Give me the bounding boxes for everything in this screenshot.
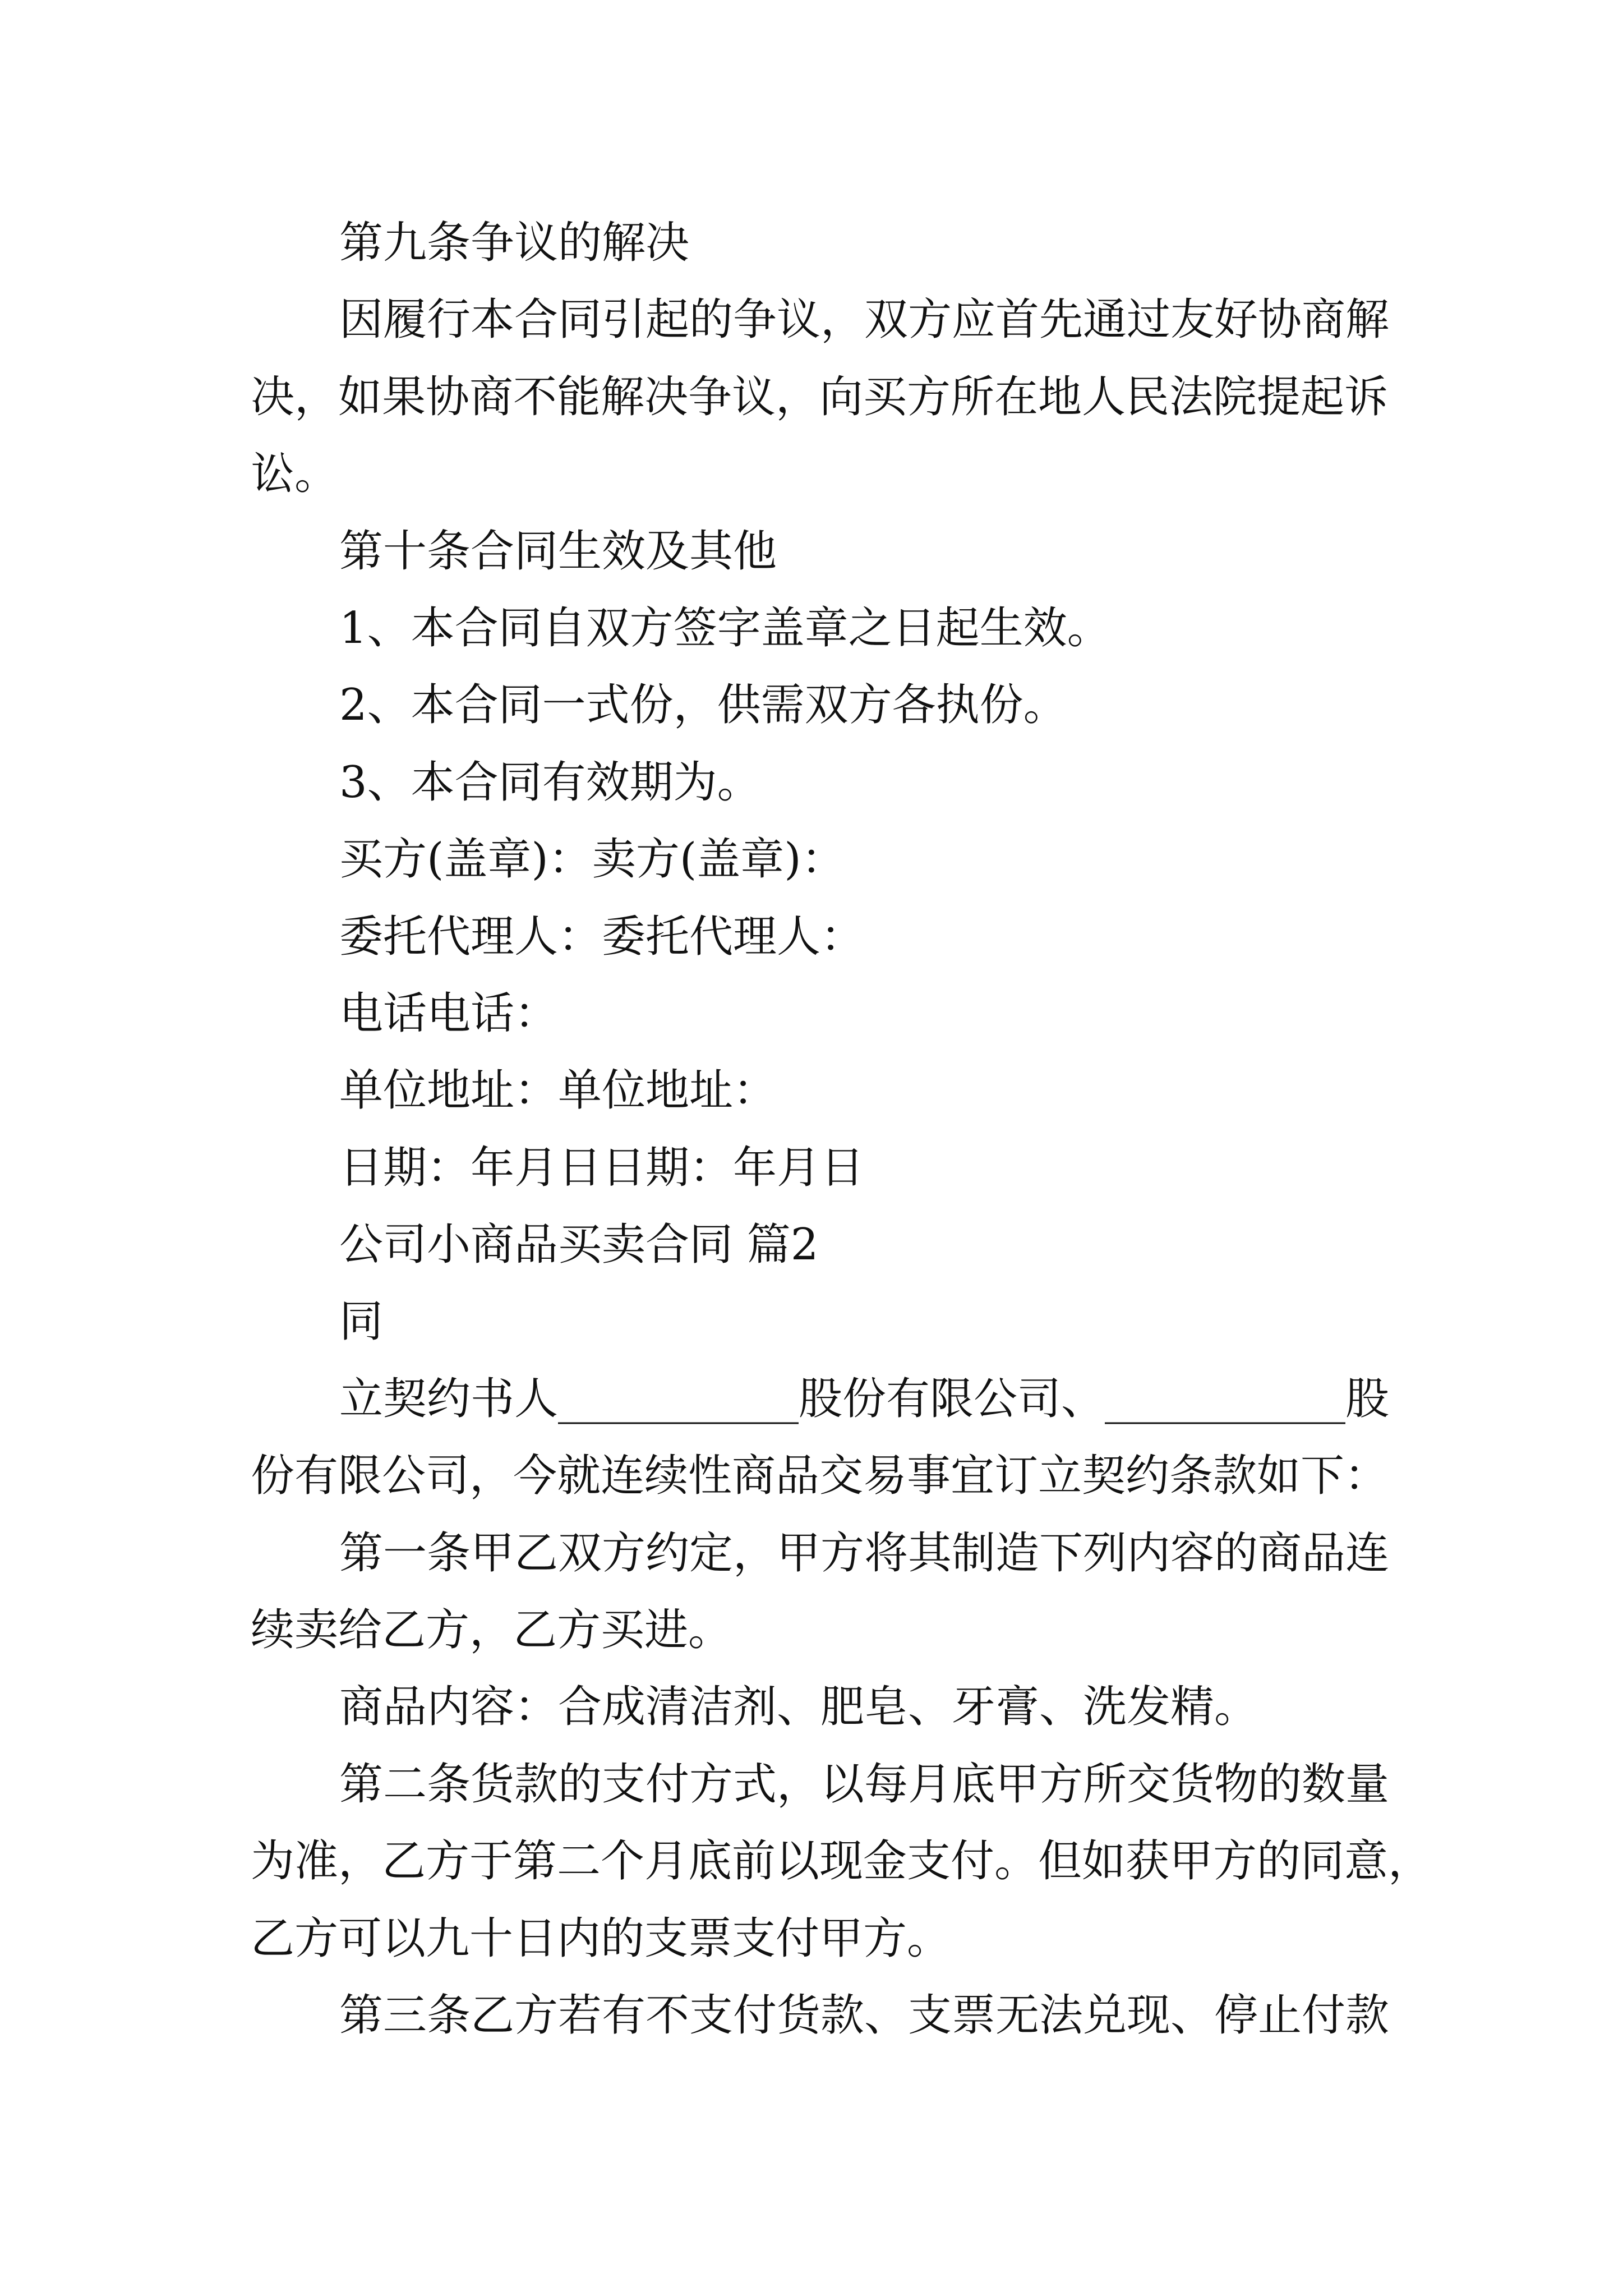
- paragraph-line: 第十条合同生效及其他: [339, 526, 777, 577]
- paragraph-line: 乙方可以九十日内的支票支付甲方。: [251, 1913, 951, 1964]
- contract-2-title: [251, 1207, 1541, 1283]
- paragraph-line: 第一条甲乙双方约定，甲方将其制造下列内容的商品连: [339, 1527, 1390, 1579]
- contract-2-title-fragment: [251, 1283, 1541, 1360]
- paragraph-line: 份有限公司，今就连续性商品交易事宜订立契约条款如下：: [251, 1451, 1389, 1502]
- contract-2-goods-list: [251, 1669, 1541, 1746]
- signature-phone-line: [251, 976, 1541, 1052]
- paragraph-line: 电话电话：: [339, 988, 559, 1039]
- signature-date-line: [251, 1130, 1541, 1207]
- clause-10-item-2: [251, 667, 1541, 744]
- clause-10-item-3: [251, 744, 1541, 821]
- clause-9-heading: [251, 205, 1541, 282]
- paragraph-line: 1、本合同自双方签字盖章之日起生效。: [339, 602, 1111, 654]
- clause-10-heading: [251, 513, 1541, 590]
- contract-2-preamble: [251, 1361, 1541, 1515]
- paragraph-line: 决，如果协商不能解决争议，向买方所在地人民法院提起诉: [251, 371, 1389, 422]
- paragraph-line: 2、本合同一式份，供需双方各执份。: [339, 680, 1067, 731]
- clause-10-item-1: [251, 590, 1541, 667]
- paragraph-line: 续卖给乙方，乙方买进。: [251, 1605, 732, 1656]
- signature-address-line: [251, 1052, 1541, 1129]
- paragraph-line: 立契约书人___________股份有限公司、___________股: [339, 1373, 1390, 1424]
- paragraph-line: 为准，乙方于第二个月底前以现金支付。但如获甲方的同意，: [251, 1836, 1432, 1887]
- contract-2-clause-3: [251, 1977, 1541, 2054]
- paragraph-line: 因履行本合同引起的争议，双方应首先通过友好协商解: [339, 295, 1390, 346]
- document-body: [251, 205, 1541, 2054]
- contract-2-clause-2: [251, 1746, 1541, 1977]
- clause-9-text: [251, 282, 1541, 513]
- paragraph-line: 第二条货款的支付方式，以每月底甲方所交货物的数量: [339, 1759, 1390, 1810]
- paragraph-line: 委托代理人：委托代理人：: [339, 911, 865, 962]
- paragraph-line: 3、本合同有效期为。: [339, 757, 761, 808]
- paragraph-line: 讼。: [251, 449, 339, 500]
- paragraph-line: 商品内容：合成清洁剂、肥皂、牙膏、洗发精。: [339, 1682, 1258, 1733]
- paragraph-line: 单位地址：单位地址：: [339, 1065, 777, 1116]
- contract-2-clause-1: [251, 1515, 1541, 1669]
- paragraph-line: 日期：年月日日期：年月日: [339, 1142, 865, 1193]
- paragraph-line: 同: [339, 1296, 384, 1347]
- paragraph-line: 第三条乙方若有不支付货款、支票无法兑现、停止付款: [339, 1990, 1390, 2041]
- paragraph-line: 买方(盖章)：卖方(盖章)：: [339, 834, 845, 885]
- paragraph-line: 公司小商品买卖合同 篇2: [339, 1220, 819, 1271]
- paragraph-line: 第九条争议的解决: [339, 218, 690, 268]
- signature-agent-line: [251, 899, 1541, 976]
- signature-seal-line: [251, 821, 1541, 898]
